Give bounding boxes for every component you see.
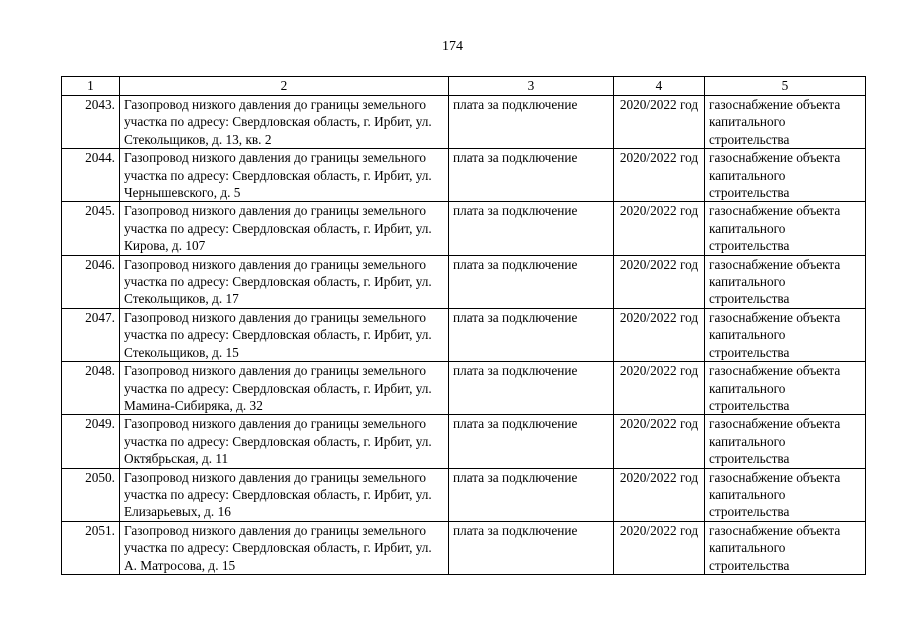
period: 2020/2022 год — [614, 255, 705, 308]
row-number: 2043. — [62, 96, 120, 149]
purpose: газоснабжение объекта капитального строительства — [705, 415, 866, 468]
funding-source: плата за подключение — [449, 415, 614, 468]
purpose: газоснабжение объекта капитального строительства — [705, 468, 866, 521]
period: 2020/2022 год — [614, 308, 705, 361]
purpose: газоснабжение объекта капитального строительства — [705, 362, 866, 415]
period: 2020/2022 год — [614, 468, 705, 521]
object-name: Газопровод низкого давления до границы земельного участка по адресу: Свердловская область, г. Ирбит, ул. Стекольщиков, д. 15 — [120, 308, 449, 361]
column-header-period: 4 — [614, 77, 705, 96]
table-row — [62, 96, 866, 149]
period: 2020/2022 год — [614, 415, 705, 468]
table-row — [62, 415, 866, 468]
table-row — [62, 255, 866, 308]
purpose: газоснабжение объекта капитального строительства — [705, 202, 866, 255]
row-number: 2050. — [62, 468, 120, 521]
table-row — [62, 521, 866, 574]
row-number: 2049. — [62, 415, 120, 468]
table-header-row — [62, 77, 866, 96]
purpose: газоснабжение объекта капитального строительства — [705, 521, 866, 574]
column-header-purpose: 5 — [705, 77, 866, 96]
funding-source: плата за подключение — [449, 362, 614, 415]
row-number: 2048. — [62, 362, 120, 415]
object-name: Газопровод низкого давления до границы земельного участка по адресу: Свердловская область, г. Ирбит, ул. Октябрьская, д. 11 — [120, 415, 449, 468]
column-header-number: 1 — [62, 77, 120, 96]
row-number: 2045. — [62, 202, 120, 255]
row-number: 2051. — [62, 521, 120, 574]
row-number: 2047. — [62, 308, 120, 361]
table-row — [62, 202, 866, 255]
object-name: Газопровод низкого давления до границы земельного участка по адресу: Свердловская область, г. Ирбит, ул. Стекольщиков, д. 17 — [120, 255, 449, 308]
purpose: газоснабжение объекта капитального строительства — [705, 255, 866, 308]
funding-source: плата за подключение — [449, 468, 614, 521]
object-name: Газопровод низкого давления до границы земельного участка по адресу: Свердловская область, г. Ирбит, ул. Чернышевского, д. 5 — [120, 149, 449, 202]
object-name: Газопровод низкого давления до границы земельного участка по адресу: Свердловская область, г. Ирбит, ул. Елизарьевых, д. 16 — [120, 468, 449, 521]
row-number: 2046. — [62, 255, 120, 308]
page-number: 174 — [442, 39, 463, 54]
funding-source: плата за подключение — [449, 202, 614, 255]
table-row — [62, 149, 866, 202]
purpose: газоснабжение объекта капитального строительства — [705, 308, 866, 361]
purpose: газоснабжение объекта капитального строительства — [705, 149, 866, 202]
period: 2020/2022 год — [614, 362, 705, 415]
purpose: газоснабжение объекта капитального строительства — [705, 96, 866, 149]
object-name: Газопровод низкого давления до границы земельного участка по адресу: Свердловская область, г. Ирбит, ул. А. Матросова, д. 15 — [120, 521, 449, 574]
table-row — [62, 308, 866, 361]
period: 2020/2022 год — [614, 521, 705, 574]
period: 2020/2022 год — [614, 96, 705, 149]
table-row — [62, 468, 866, 521]
registry-table — [61, 76, 866, 575]
period: 2020/2022 год — [614, 149, 705, 202]
funding-source: плата за подключение — [449, 149, 614, 202]
table-row — [62, 362, 866, 415]
funding-source: плата за подключение — [449, 521, 614, 574]
period: 2020/2022 год — [614, 202, 705, 255]
object-name: Газопровод низкого давления до границы земельного участка по адресу: Свердловская область, г. Ирбит, ул. Стекольщиков, д. 13, кв. 2 — [120, 96, 449, 149]
row-number: 2044. — [62, 149, 120, 202]
funding-source: плата за подключение — [449, 96, 614, 149]
funding-source: плата за подключение — [449, 308, 614, 361]
funding-source: плата за подключение — [449, 255, 614, 308]
column-header-name: 2 — [120, 77, 449, 96]
column-header-source: 3 — [449, 77, 614, 96]
object-name: Газопровод низкого давления до границы земельного участка по адресу: Свердловская область, г. Ирбит, ул. Мамина-Сибиряка, д. 32 — [120, 362, 449, 415]
object-name: Газопровод низкого давления до границы земельного участка по адресу: Свердловская область, г. Ирбит, ул. Кирова, д. 107 — [120, 202, 449, 255]
